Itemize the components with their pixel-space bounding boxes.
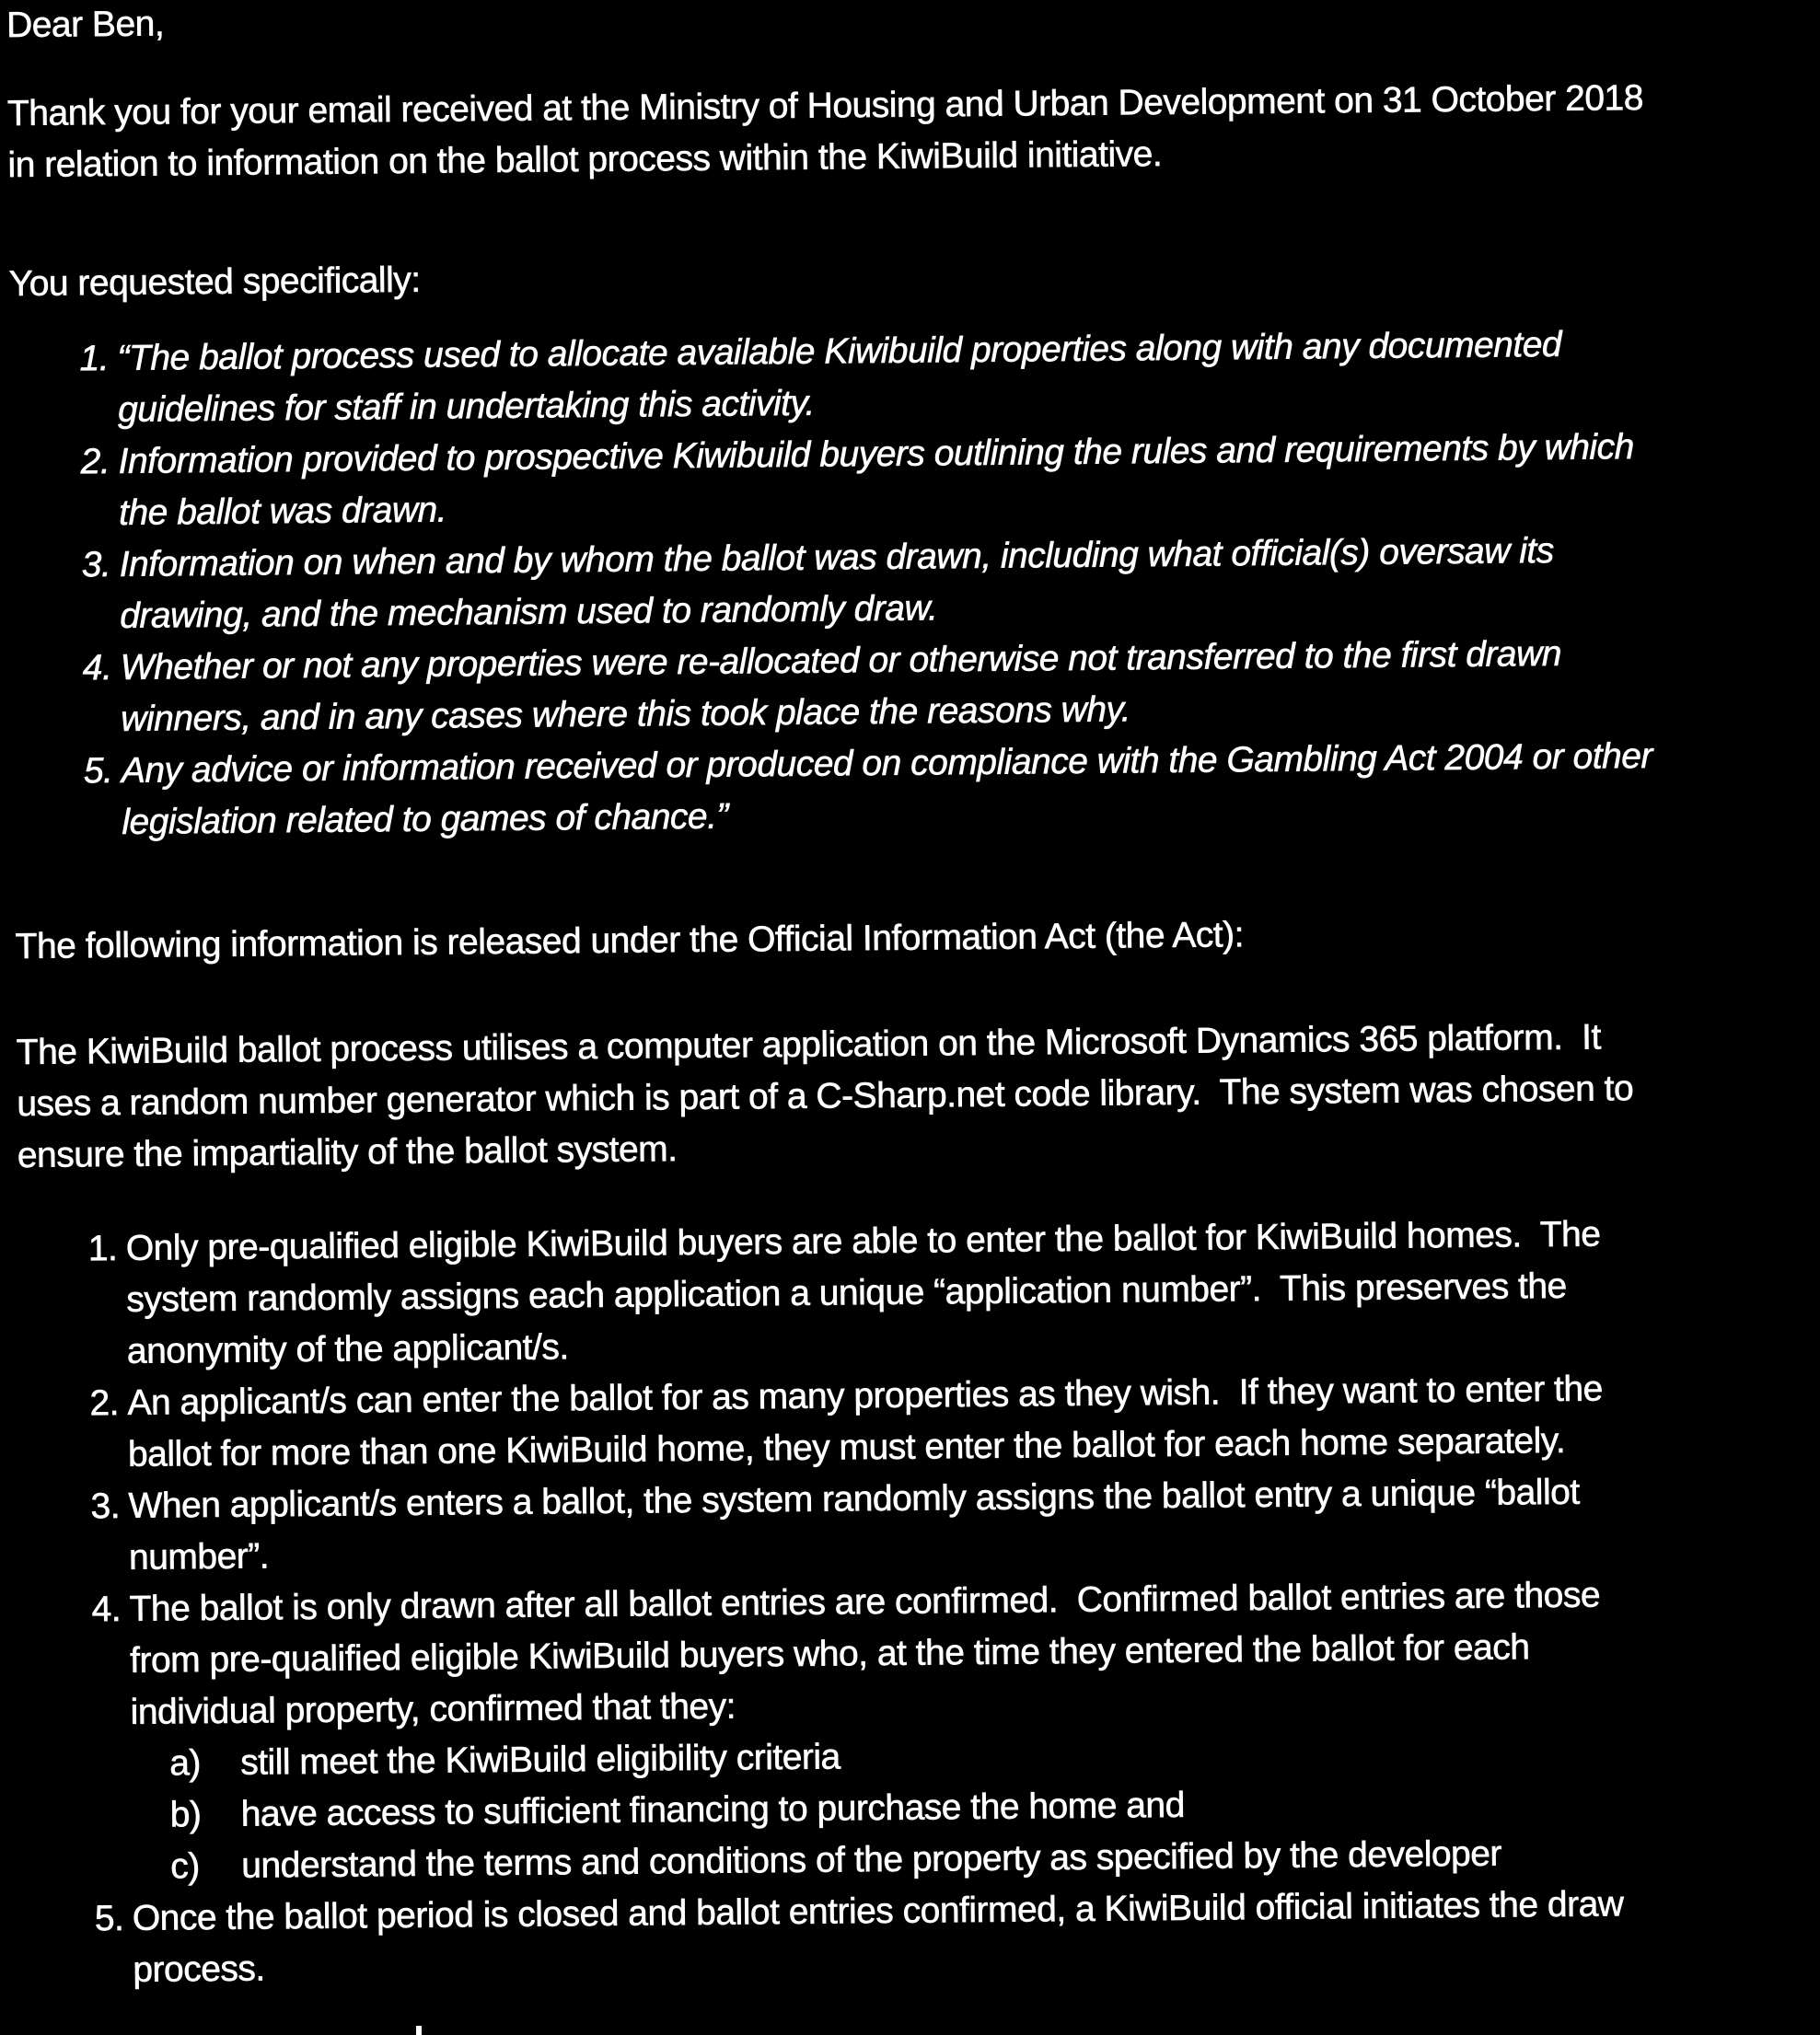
cut-off-text-artifact: [416, 2026, 422, 2035]
sub-item-text: have access to sufficient financing to purchase the home and: [240, 1785, 1186, 1834]
list-item-text: “The ballot process used to allocate available Kiwibuild properties along with any documented: [117, 324, 1562, 378]
sub-item-text: understand the terms and conditions of the property as specified by the developer: [241, 1833, 1502, 1886]
list-item-text: An applicant/s can enter the ballot for as many properties as they wish. If they want to enter the: [127, 1369, 1603, 1423]
intro-paragraph: [1, 71, 1820, 192]
list-item-continuation: drawing, and the mechanism used to randomly draw.: [120, 588, 938, 636]
salutation: Dear Ben,: [6, 4, 165, 46]
intro-line: in relation to information on the ballot process within the KiwiBuild initiative.: [7, 134, 1163, 186]
list-item-number: 2.: [80, 442, 110, 482]
request-heading: You requested specifically:: [8, 260, 421, 305]
list-item-continuation: process.: [133, 1948, 265, 1990]
list-item-number: 4.: [82, 648, 112, 688]
list-item-text: Once the ballot period is closed and ballot entries confirmed, a KiwiBuild official initiates the draw: [132, 1884, 1624, 1938]
platform-line: The KiwiBuild ballot process utilises a computer application on the Microsoft Dynamics 365 platform. It: [16, 1017, 1602, 1073]
sub-item-text: still meet the KiwiBuild eligibility criteria: [239, 1737, 840, 1783]
list-item-number: 1.: [87, 1229, 118, 1269]
sub-item-letter: a): [169, 1743, 202, 1784]
list-item-number: 1.: [79, 339, 110, 379]
sub-item-letter: b): [169, 1795, 202, 1835]
list-item-number: 3.: [90, 1486, 121, 1527]
list-item-number: 4.: [91, 1590, 122, 1630]
intro-line: Thank you for your email received at the Ministry of Housing and Urban Development on 31 October 2018: [6, 78, 1644, 134]
list-item-text: Whether or not any properties were re-allocated or otherwise not transferred to the first drawn: [120, 633, 1562, 688]
list-item-number: 2.: [89, 1383, 120, 1424]
release-statement: The following information is released under the Official Information Act (the Act):: [15, 915, 1245, 967]
list-item-text: Information on when and by whom the ballot was drawn, including what official(s) oversaw its: [119, 531, 1554, 584]
list-item-continuation: guidelines for staff in undertaking this activity.: [117, 383, 816, 430]
list-item-continuation: system randomly assigns each application a unique “application number”. This preserves the: [126, 1266, 1567, 1320]
list-item-continuation: number”.: [128, 1536, 270, 1578]
list-item-continuation: winners, and in any cases where this took place the reasons why.: [121, 689, 1131, 739]
request-list: [3, 316, 1820, 850]
list-item-text: Any advice or information received or produced on compliance with the Gambling Act 2004 or other: [121, 736, 1653, 791]
list-item-number: 5.: [83, 751, 113, 792]
platform-line: ensure the impartiality of the ballot system.: [17, 1129, 678, 1176]
list-item-text: Information provided to prospective Kiwibuild buyers outlining the rules and requirements by which: [118, 427, 1635, 481]
list-item-number: 3.: [81, 545, 111, 585]
list-item-continuation: anonymity of the applicant/s.: [126, 1327, 569, 1371]
list-item-continuation: the ballot was drawn.: [118, 490, 447, 533]
list-item-continuation: ballot for more than one KiwiBuild home, they must enter the ballot for each home separately.: [127, 1420, 1566, 1474]
request-heading-block: [3, 241, 1820, 311]
list-item-text: When applicant/s enters a ballot, the system randomly assigns the ballot entry a unique “ballot: [128, 1472, 1580, 1526]
platform-paragraph: [10, 1009, 1820, 1182]
sub-item-letter: c): [170, 1846, 200, 1887]
salutation-block: [0, 0, 1820, 52]
list-item-continuation: legislation related to games of chance.”: [122, 796, 729, 842]
process-list: [12, 1206, 1820, 1997]
release-statement-block: [8, 903, 1820, 973]
platform-line: uses a random number generator which is part of a C-Sharp.net code library. The system was chosen to: [17, 1069, 1634, 1125]
list-item-text: Only pre-qualified eligible KiwiBuild buyers are able to enter the ballot for KiwiBuild homes. The: [125, 1214, 1601, 1268]
list-item-number: 5.: [94, 1898, 124, 1939]
list-item-text: The ballot is only drawn after all ballot entries are confirmed. Confirmed ballot entries are those: [129, 1575, 1601, 1629]
list-item-continuation: individual property, confirmed that they:: [130, 1686, 736, 1732]
list-item-continuation: from pre-qualified eligible KiwiBuild buyers who, at the time they entered the ballot for each: [129, 1627, 1530, 1681]
